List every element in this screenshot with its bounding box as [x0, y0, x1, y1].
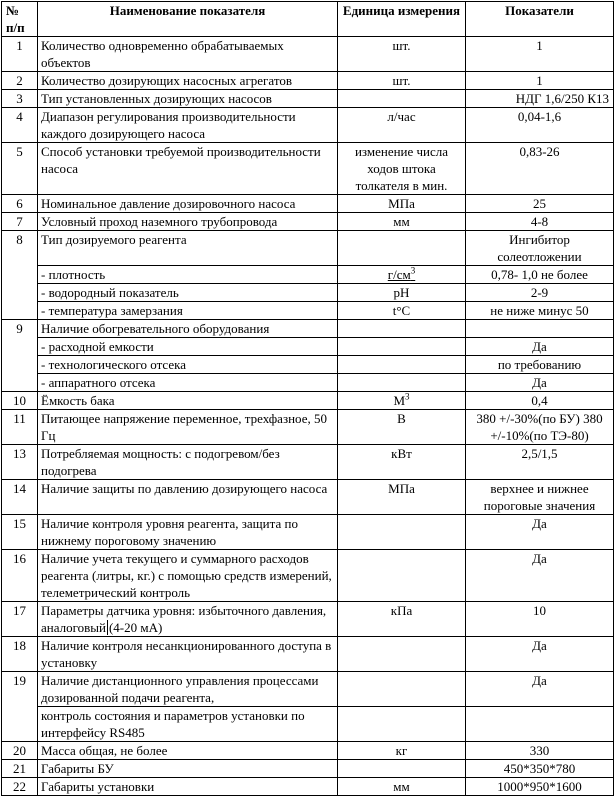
- row-unit-empty: [338, 707, 466, 742]
- row-num: 3: [2, 90, 38, 108]
- row-num: 6: [2, 195, 38, 213]
- row-num: 20: [2, 742, 38, 760]
- table-subrow: [2, 266, 614, 284]
- table-subrow: [2, 374, 614, 392]
- subrow-value: по требованию: [466, 356, 614, 374]
- table-row: [2, 760, 614, 778]
- row-value: 0,4: [466, 392, 614, 410]
- row-unit: МПа: [338, 195, 466, 213]
- table-row: [2, 742, 614, 760]
- table-row: [2, 72, 614, 90]
- row-unit: [338, 672, 466, 707]
- row-num: 4: [2, 108, 38, 143]
- table-row: [2, 213, 614, 231]
- table-row: [2, 195, 614, 213]
- row-name: Диапазон регулирования производительности каждого дозирующего насоса: [38, 108, 338, 143]
- subrow-unit: [338, 338, 466, 356]
- row-value: 10: [466, 602, 614, 637]
- row-num: 22: [2, 778, 38, 796]
- row-value: 25: [466, 195, 614, 213]
- row-num: 17: [2, 602, 38, 637]
- table-row: [2, 143, 614, 195]
- table-row: [2, 90, 614, 108]
- row-num: 19: [2, 672, 38, 707]
- row-name: Потребляемая мощность: с подогревом/без подогрева: [38, 445, 338, 480]
- subrow-name: - технологического отсека: [38, 356, 338, 374]
- row-unit: [338, 392, 466, 410]
- row-name: Наличие контроля уровня реагента, защита по нижнему пороговому значению: [38, 515, 338, 550]
- table-row-continuation: [2, 707, 614, 742]
- table-row: [2, 602, 614, 637]
- row-name: Способ установки требуемой производительности насоса: [38, 143, 338, 195]
- header-value: Показатели: [466, 2, 614, 37]
- row-value: Ингибитор солеотложении: [466, 231, 614, 266]
- row-value: [466, 320, 614, 338]
- row-num: 11: [2, 410, 38, 445]
- row-num: 14: [2, 480, 38, 515]
- row-value: 4-8: [466, 213, 614, 231]
- row-unit: кПа: [338, 602, 466, 637]
- row-unit: шт.: [338, 37, 466, 72]
- row-value: 1: [466, 72, 614, 90]
- row-unit: кг: [338, 742, 466, 760]
- subrow-unit: t°C: [338, 302, 466, 320]
- row-unit: В: [338, 410, 466, 445]
- row-name: Габариты БУ: [38, 760, 338, 778]
- row-unit: [338, 90, 466, 108]
- row-unit: [338, 550, 466, 602]
- row-num: 21: [2, 760, 38, 778]
- unit-sup: 3: [405, 391, 410, 402]
- table-row: [2, 445, 614, 480]
- table-row: [2, 480, 614, 515]
- row-value: 330: [466, 742, 614, 760]
- row-name: Наличие учета текущего и суммарного расходов реагента (литры, кг.) с помощью средств измерений, телеметрический контроль: [38, 550, 338, 602]
- table-header-row: [2, 2, 614, 37]
- row-value: Да: [466, 515, 614, 550]
- row-name: Количество дозирующих насосных агрегатов: [38, 72, 338, 90]
- table-row: [2, 550, 614, 602]
- table-row: [2, 410, 614, 445]
- row-name: Питающее напряжение переменное, трехфазное, 50 Гц: [38, 410, 338, 445]
- subrow-value: Да: [466, 338, 614, 356]
- name-part-a: Параметры датчика уровня: избыточного давления, аналоговый: [41, 603, 327, 635]
- row-name: Масса общая, не более: [38, 742, 338, 760]
- row-value: 450*350*780: [466, 760, 614, 778]
- row-name-continuation: контроль состояния и параметров установки по интерфейсу RS485: [38, 707, 338, 742]
- row-value: 2,5/1,5: [466, 445, 614, 480]
- row-value: Да: [466, 672, 614, 707]
- table-subrow: [2, 302, 614, 320]
- row-value: верхнее и нижнее пороговые значения: [466, 480, 614, 515]
- subrow-unit: [338, 356, 466, 374]
- row-unit: мм: [338, 213, 466, 231]
- subrow-unit: [338, 266, 466, 284]
- row-name: Габариты установки: [38, 778, 338, 796]
- row-name: Тип дозируемого реагента: [38, 231, 338, 266]
- unit-sup: 3: [410, 265, 416, 276]
- row-value: 1000*950*1600: [466, 778, 614, 796]
- row-num: 18: [2, 637, 38, 672]
- row-value: НДГ 1,6/250 К13: [466, 90, 614, 108]
- row-unit: [338, 320, 466, 338]
- row-unit: МПа: [338, 480, 466, 515]
- row-name: Наличие защиты по давлению дозирующего насоса: [38, 480, 338, 515]
- table-row: [2, 637, 614, 672]
- row-num: 1: [2, 37, 38, 72]
- header-name: Наименование показателя: [38, 2, 338, 37]
- row-name: Ёмкость бака: [38, 392, 338, 410]
- table-row: [2, 37, 614, 72]
- row-name: Наличие дистанционного управления процессами дозированной подачи реагента,: [38, 672, 338, 707]
- row-value: 1: [466, 37, 614, 72]
- row-name: Условный проход наземного трубопровода: [38, 213, 338, 231]
- row-unit: [338, 231, 466, 266]
- table-subrow: [2, 338, 614, 356]
- table-row: [2, 515, 614, 550]
- row-num: 5: [2, 143, 38, 195]
- row-num: 8: [2, 231, 38, 320]
- row-unit: шт.: [338, 72, 466, 90]
- subrow-value: 2-9: [466, 284, 614, 302]
- row-num: 10: [2, 392, 38, 410]
- row-num: 16: [2, 550, 38, 602]
- row-unit: изменение числа ходов штока толкателя в мин.: [338, 143, 466, 195]
- table-row: [2, 672, 614, 707]
- table-row: [2, 231, 614, 266]
- row-num: 9: [2, 320, 38, 392]
- row-name: Тип установленных дозирующих насосов: [38, 90, 338, 108]
- unit-base: г/см: [387, 267, 411, 282]
- row-value-empty: [466, 707, 614, 742]
- table-row: [2, 108, 614, 143]
- unit-base: М: [393, 393, 406, 408]
- table-subrow: [2, 356, 614, 374]
- row-name: [38, 602, 338, 637]
- row-unit: [338, 637, 466, 672]
- subrow-unit: [338, 374, 466, 392]
- row-unit: л/час: [338, 108, 466, 143]
- subrow-unit: pH: [338, 284, 466, 302]
- row-num-empty: [2, 707, 38, 742]
- row-value: 380 +/-30%(по БУ) 380 +/-10%(по ТЭ-80): [466, 410, 614, 445]
- header-num: № п/п: [2, 2, 38, 37]
- row-num: 13: [2, 445, 38, 480]
- row-num: 7: [2, 213, 38, 231]
- row-value: Да: [466, 550, 614, 602]
- subrow-name: - водородный показатель: [38, 284, 338, 302]
- row-name: Наличие обогревательного оборудования: [38, 320, 338, 338]
- subrow-name: - аппаратного отсека: [38, 374, 338, 392]
- row-unit: [338, 515, 466, 550]
- row-value: Да: [466, 637, 614, 672]
- row-name: Количество одновременно обрабатываемых объектов: [38, 37, 338, 72]
- row-unit: кВт: [338, 445, 466, 480]
- table-row: [2, 392, 614, 410]
- table-row: [2, 778, 614, 796]
- row-name: Наличие контроля несанкционированного доступа в установку: [38, 637, 338, 672]
- row-num: 15: [2, 515, 38, 550]
- table-row: [2, 320, 614, 338]
- text-cursor: [107, 620, 108, 635]
- row-num: 2: [2, 72, 38, 90]
- subrow-name: - температура замерзания: [38, 302, 338, 320]
- row-name: Номинальное давление дозировочного насоса: [38, 195, 338, 213]
- subrow-name: - расходной емкости: [38, 338, 338, 356]
- row-unit: мм: [338, 778, 466, 796]
- row-unit: [338, 760, 466, 778]
- table-subrow: [2, 284, 614, 302]
- subrow-value: не ниже минус 50: [466, 302, 614, 320]
- name-part-b: (4-20 мА): [108, 620, 163, 635]
- specifications-table: [1, 1, 614, 796]
- subrow-value: 0,78- 1,0 не более: [466, 266, 614, 284]
- header-unit: Единица измерения: [338, 2, 466, 37]
- subrow-value: Да: [466, 374, 614, 392]
- subrow-name: - плотность: [38, 266, 338, 284]
- row-value: 0,04-1,6: [466, 108, 614, 143]
- row-value: 0,83-26: [466, 143, 614, 195]
